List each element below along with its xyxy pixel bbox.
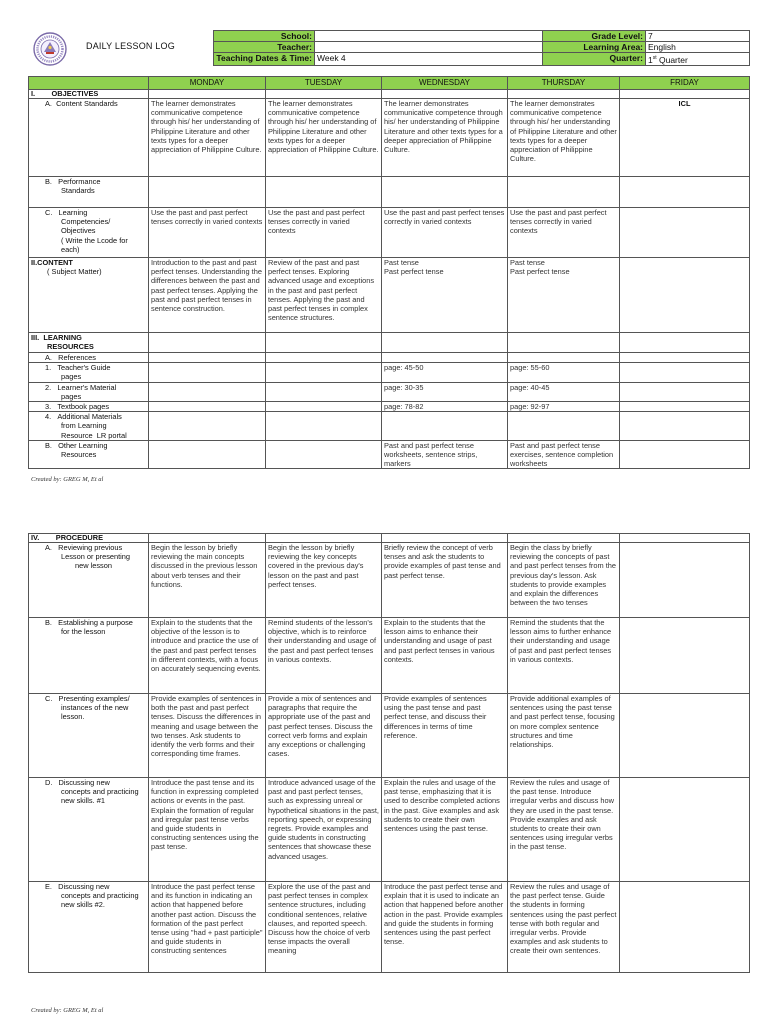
day-header-thursday: THURSDAY	[508, 77, 620, 90]
day-header-friday: FRIDAY	[620, 77, 750, 90]
school-label: School:	[214, 31, 315, 42]
proc-e-line3: new skills #2.	[61, 900, 105, 910]
proc-a-line2: Lesson or presenting	[61, 552, 131, 562]
proc-c-line2: instances of the new	[61, 703, 129, 713]
procedure-heading: IV. PROCEDURE	[29, 534, 149, 543]
competencies-label-line4: ( Write the Lcode for each)	[61, 235, 128, 254]
content-standards-wednesday: The learner demonstrates communicative competence through his/ her understanding of Philippine Literature and other texts types for a deeper appreciation of Philippine Culture.	[382, 99, 508, 177]
teacher-value	[315, 42, 543, 53]
procedure-c-tuesday: Provide a mix of sentences and paragraphs that require the appropriate use of the past and past perfect tenses. Discuss the correct verb forms and explain any exceptions or challenging cases.	[266, 694, 382, 778]
procedure-a-tuesday: Begin the lesson by briefly reviewing the key concepts covered in the previous day's lesson on the past and past perfect tenses.	[266, 543, 382, 618]
textbook-pages-thursday: page: 92-97	[508, 402, 620, 412]
document-title: DAILY LESSON LOG	[86, 41, 175, 51]
procedure-e-monday: Introduce the past perfect tense and its function in indicating an action that happened before another past action. Discuss the formation of the past perfect tense using "had + past participle" and guide students in constructing sentences	[149, 882, 266, 973]
resources-heading-line2: RESOURCES	[47, 342, 94, 352]
proc-d-line3: new skills. #1	[61, 796, 105, 806]
procedure-d-label	[29, 778, 149, 882]
procedure-c-thursday: Provide additional examples of sentences using the past tense and past perfect tense, focusing on more complex sentence structures and time relationships.	[508, 694, 620, 778]
resources-heading-line1: III. LEARNING	[31, 333, 82, 342]
content-thursday: Past tense Past perfect tense	[508, 258, 620, 333]
teachers-guide-thursday: page: 55-60	[508, 363, 620, 382]
proc-c-line3: lesson.	[61, 712, 85, 722]
procedure-table	[28, 533, 750, 973]
procedure-e-label	[29, 882, 149, 973]
lm-label-line2: pages	[61, 391, 82, 401]
content-standards-thursday: The learner demonstrates communicative competence through his/ her understanding of Philippine Literature and other texts types for a deeper appreciation of Philippine Culture.	[508, 99, 620, 177]
proc-a-line3: new lesson	[75, 561, 112, 571]
procedure-b-thursday: Remind the students that the lesson aims to further enhance their understanding and usage of past and past perfect tenses in various contexts.	[508, 618, 620, 694]
quarter-value	[646, 53, 750, 66]
grade-level-label: Grade Level:	[543, 31, 646, 42]
proc-b-line1: B. Establishing a purpose	[45, 618, 133, 627]
proc-e-line1: E. Discussing new	[45, 882, 110, 891]
learning-area-value: English	[646, 42, 750, 53]
teachers-guide-label	[29, 363, 149, 382]
procedure-a-monday: Begin the lesson by briefly reviewing the main concepts discussed in the previous lesson about verb tenses and their functions.	[149, 543, 266, 618]
quarter-label: Quarter:	[543, 53, 646, 66]
competencies-label-line1: C. Learning	[45, 208, 88, 217]
lm-label-line1: 2. Learner's Material	[45, 382, 117, 392]
procedure-b-label	[29, 618, 149, 694]
competencies-monday: Use the past and past perfect tenses correctly in varied contexts	[149, 208, 266, 258]
proc-e-line2: concepts and practicing	[61, 891, 139, 901]
procedure-a-wednesday: Briefly review the concept of verb tenses and ask the students to provide examples of past tense and past perfect tense.	[382, 543, 508, 618]
teachers-guide-wednesday: page: 45-50	[382, 363, 508, 382]
quarter-text: Quarter	[656, 54, 688, 65]
tg-label-line1: 1. Teacher's Guide	[45, 363, 111, 373]
procedure-e-thursday: Review the rules and usage of the past perfect tense. Guide the students in forming sentences using the past perfect tense with both regular and irregular verbs. Provide examples and ask students to create their own sentences.	[508, 882, 620, 973]
created-by-credit: Created by: GREG M, Et al	[31, 476, 104, 483]
competencies-tuesday: Use the past and past perfect tenses correctly in varied contexts	[266, 208, 382, 258]
textbook-pages-wednesday: page: 78-82	[382, 402, 508, 412]
textbook-pages-label: 3. Textbook pages	[29, 402, 149, 412]
olr-label-line2: Resources	[61, 450, 97, 460]
procedure-a-thursday: Begin the class by briefly reviewing the concepts of past and past perfect tenses from the previous day's lesson. Ask students to provide examples and explain the differences between the two tenses	[508, 543, 620, 618]
am-label-line3: Resource LR portal	[61, 430, 127, 440]
procedure-b-wednesday: Explain to the students that the lesson aims to enhance their understanding and usage of past and past perfect tenses in various contexts.	[382, 618, 508, 694]
objectives-resources-table	[28, 76, 750, 469]
content-heading: II.CONTENT	[31, 258, 73, 267]
quarter-number: 1	[648, 54, 653, 65]
day-header-wednesday: WEDNESDAY	[382, 77, 508, 90]
procedure-d-wednesday: Explain the rules and usage of the past tense, emphasizing that it is used to describe completed actions in the past. Give examples and ask students to create their own sentences using the past tense.	[382, 778, 508, 882]
procedure-b-monday: Explain to the students that the objective of the lesson is to introduce and practice the use of the past and past perfect tenses in different contexts, with a focus on accurately sequencing events.	[149, 618, 266, 694]
proc-c-line1: C. Presenting examples/	[45, 694, 130, 703]
procedure-d-monday: Introduce the past tense and its function in expressing completed actions or events in the past. Explain the formation of regular and irregular past tense verbs and guide students in constructing sentences using the past tense.	[149, 778, 266, 882]
content-standards-monday: The learner demonstrates communicative competence through his/ her understanding of Philippine Literature and other texts types for a deeper appreciation of Philippine Culture.	[149, 99, 266, 177]
quarter-suffix: st	[652, 55, 657, 61]
content-subheading: ( Subject Matter)	[47, 267, 102, 277]
content-standards-label: A. Content Standards	[29, 99, 149, 177]
proc-d-line2: concepts and practicing	[61, 787, 139, 797]
procedure-d-tuesday: Introduce advanced usage of the past and past perfect tenses, such as expressing unreal or hypothetical situations in the past, reporting speech, or expressing regrets. Provide examples and guide students in constructing sentences that showcase these advanced usages.	[266, 778, 382, 882]
competencies-wednesday: Use the past and past perfect tenses correctly in varied contexts	[382, 208, 508, 258]
other-resources-thursday: Past and past perfect tense exercises, sentence completion worksheets	[508, 440, 620, 469]
other-resources-wednesday: Past and past perfect tense worksheets, sentence strips, markers	[382, 440, 508, 469]
day-header-blank	[29, 77, 149, 90]
lesson-info-table	[213, 30, 750, 66]
content-standards-tuesday: The learner demonstrates communicative competence through his/ her understanding of Philippine Literature and other texts types for a deeper appreciation of Philippine Culture.	[266, 99, 382, 177]
procedure-c-monday: Provide examples of sentences in both the past and past perfect tenses. Discuss the differences in meaning and usage between the two tenses. Ask students to identify the verb forms and their corresponding time frames.	[149, 694, 266, 778]
school-value	[315, 31, 543, 42]
teaching-dates-label: Teaching Dates & Time:	[214, 53, 315, 66]
learning-area-label: Learning Area:	[543, 42, 646, 53]
proc-a-line1: A. Reviewing previous	[45, 543, 123, 552]
competencies-label-line2: Competencies/	[61, 217, 111, 227]
performance-label-line2: Standards	[61, 186, 95, 196]
created-by-credit-bottom: Created by: GREG M, Et al	[31, 1007, 104, 1014]
grade-level-value: 7	[646, 31, 750, 42]
competencies-label-line3: Objectives	[61, 226, 96, 236]
day-header-tuesday: TUESDAY	[266, 77, 382, 90]
proc-d-line1: D. Discussing new	[45, 778, 110, 787]
am-label-line2: from Learning	[61, 421, 107, 431]
learning-competencies-label	[29, 208, 149, 258]
teaching-dates-value: Week 4	[315, 53, 543, 66]
content-wednesday: Past tense Past perfect tense	[382, 258, 508, 333]
olr-label-line1: B. Other Learning	[45, 440, 108, 450]
content-label	[29, 258, 149, 333]
procedure-e-tuesday: Explore the use of the past and past perfect tenses in complex sentence structures, including conditional sentences, relative clauses, and reported speech. Discuss how the choice of verb tense impacts the overall meaning	[266, 882, 382, 973]
content-monday: Introduction to the past and past perfect tenses. Understanding the differences between the past and past perfect tenses. Applying the past and past perfect tenses in sentence construction.	[149, 258, 266, 333]
procedure-d-thursday: Review the rules and usage of the past tense. Introduce irregular verbs and discuss how they are used in the past tense. Provide examples and ask students to create their own sentences using irregular verbs in the past tense.	[508, 778, 620, 882]
procedure-c-label	[29, 694, 149, 778]
learners-material-thursday: page: 40-45	[508, 382, 620, 401]
procedure-a-label	[29, 543, 149, 618]
procedure-c-wednesday: Provide examples of sentences using the past tense and past perfect tense, and discuss their differences in terms of time reference.	[382, 694, 508, 778]
additional-materials-label	[29, 412, 149, 441]
teacher-label: Teacher:	[214, 42, 315, 53]
competencies-thursday: Use the past and past perfect tenses correctly in varied contexts	[508, 208, 620, 258]
am-label-line1: 4. Additional Materials	[45, 412, 122, 422]
objectives-heading: I. OBJECTIVES	[29, 90, 149, 99]
other-learning-resources-label	[29, 440, 149, 469]
procedure-b-tuesday: Remind students of the lesson's objective, which is to reinforce their understanding and usage of the past and past perfect tenses in various contexts.	[266, 618, 382, 694]
learners-material-wednesday: page: 30-35	[382, 382, 508, 401]
proc-b-line2: for the lesson	[61, 627, 106, 637]
procedure-e-wednesday: Introduce the past perfect tense and explain that it is used to indicate an action that happened before another action in the past. Provide examples and guide the students in forming sentences using the past perfect tense.	[382, 882, 508, 973]
deped-seal-icon	[33, 32, 67, 66]
friday-icl-note: ICL	[620, 99, 750, 177]
learners-material-label	[29, 382, 149, 401]
performance-label-line1: B. Performance	[45, 177, 101, 186]
learning-resources-label	[29, 333, 149, 353]
day-header-monday: MONDAY	[149, 77, 266, 90]
tg-label-line2: pages	[61, 372, 82, 382]
performance-standards-label	[29, 177, 149, 208]
references-label: A. References	[29, 353, 149, 363]
content-tuesday: Review of the past and past perfect tenses. Exploring advanced usage and exceptions in the past and past perfect tenses. Applying the past and past perfect tenses in complex sentence structures.	[266, 258, 382, 333]
